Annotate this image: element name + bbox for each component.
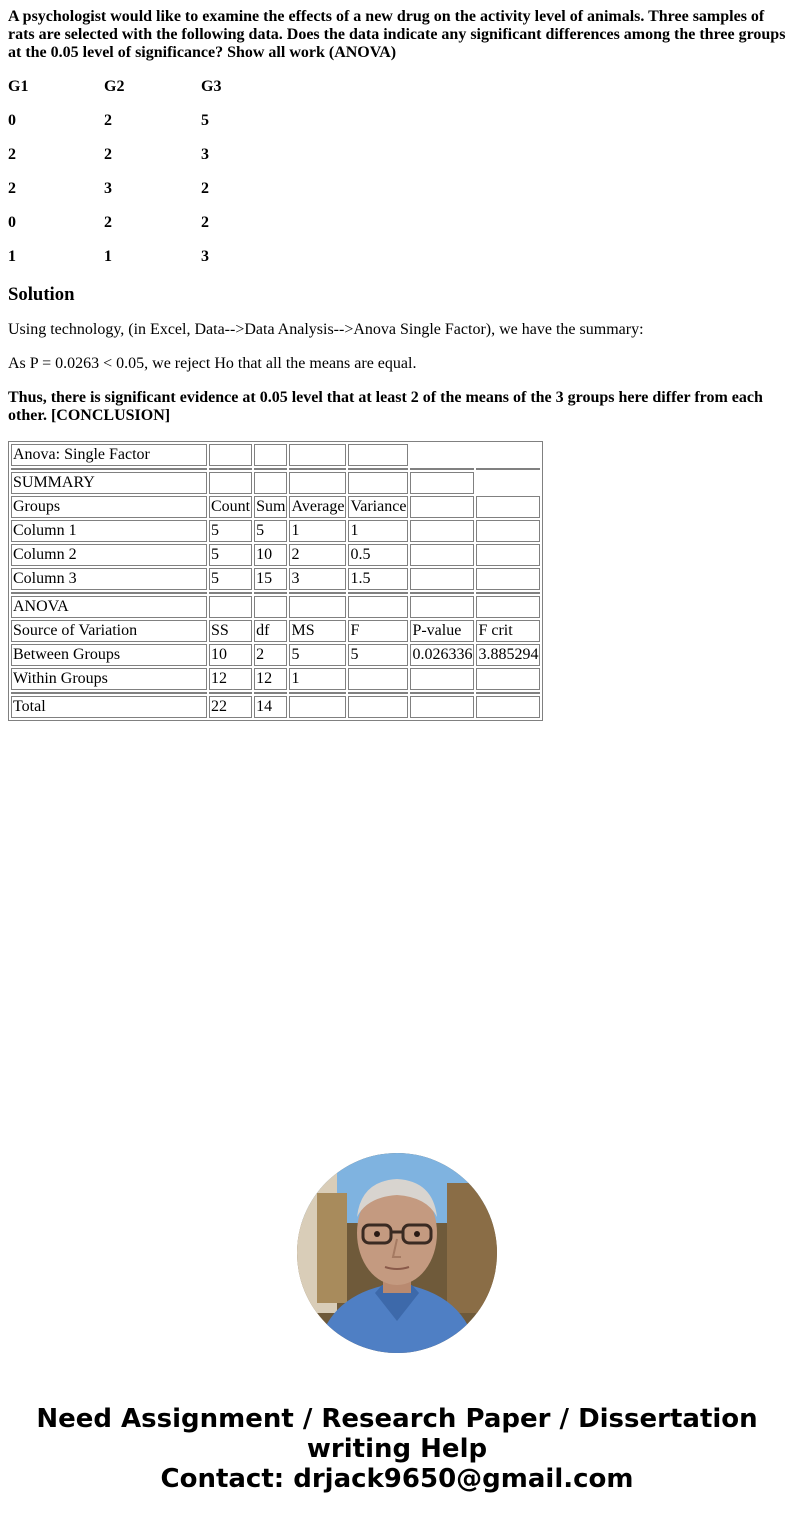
empty-cell <box>476 496 540 518</box>
empty-cell <box>209 472 252 494</box>
avatar <box>297 1153 497 1353</box>
table-cell: 0.5 <box>348 544 408 566</box>
table-header-cell: MS <box>289 620 346 642</box>
table-cell <box>410 696 474 718</box>
empty-cell <box>410 472 474 494</box>
footer-contact: Contact: drjack9650@gmail.com <box>160 1464 634 1494</box>
table-row <box>11 496 540 518</box>
data-cell: 2 <box>104 112 112 129</box>
table-cell: 3 <box>289 568 346 590</box>
table-cell: 3.885294 <box>476 644 540 666</box>
data-row <box>8 180 786 198</box>
table-spacer-row <box>11 468 540 470</box>
table-cell: 1 <box>348 520 408 542</box>
table-row <box>11 596 540 618</box>
solution-heading: Solution <box>8 284 75 305</box>
footer-banner <box>0 1404 794 1494</box>
table-row <box>11 620 540 642</box>
table-cell <box>410 668 474 690</box>
table-cell <box>289 696 346 718</box>
empty-cell <box>289 472 346 494</box>
table-header-cell: P-value <box>410 620 474 642</box>
table-cell: 5 <box>348 644 408 666</box>
anova-title-cell: Anova: Single Factor <box>11 444 207 466</box>
data-cell: 1 <box>8 248 16 265</box>
table-cell: 2 <box>254 644 287 666</box>
table-spacer-row <box>11 692 540 694</box>
header-g3: G3 <box>201 78 222 95</box>
table-cell: Total <box>11 696 207 718</box>
empty-cell <box>254 444 287 466</box>
data-cell: 0 <box>8 112 16 129</box>
table-cell: 12 <box>254 668 287 690</box>
table-cell: Between Groups <box>11 644 207 666</box>
data-cell: 2 <box>8 146 16 163</box>
table-header-cell: F crit <box>476 620 540 642</box>
table-spacer-row <box>11 592 540 594</box>
table-row <box>11 444 540 466</box>
data-cell: 2 <box>8 180 16 197</box>
table-cell: 15 <box>254 568 287 590</box>
data-cell: 2 <box>201 214 209 231</box>
table-cell: 22 <box>209 696 252 718</box>
empty-cell <box>476 568 540 590</box>
data-cell: 3 <box>201 248 209 265</box>
table-cell: 14 <box>254 696 287 718</box>
table-cell <box>476 696 540 718</box>
empty-cell <box>410 596 474 618</box>
table-row <box>11 520 540 542</box>
table-row <box>11 668 540 690</box>
table-cell: 1 <box>289 668 346 690</box>
header-g1: G1 <box>8 78 29 95</box>
table-header-cell: Average <box>289 496 346 518</box>
anova-table <box>8 441 543 721</box>
empty-cell <box>476 520 540 542</box>
portrait-photo <box>297 1153 497 1353</box>
table-header-cell: Source of Variation <box>11 620 207 642</box>
empty-cell <box>476 444 540 466</box>
data-cell: 2 <box>104 146 112 163</box>
footer-line-2: writing Help <box>306 1434 488 1464</box>
data-cell: 1 <box>104 248 112 265</box>
table-row <box>11 568 540 590</box>
empty-cell <box>348 444 408 466</box>
data-header-row <box>8 78 786 96</box>
table-row <box>11 644 540 666</box>
table-cell: 2 <box>289 544 346 566</box>
table-header-cell: Count <box>209 496 252 518</box>
table-cell: 10 <box>209 644 252 666</box>
table-cell: 1.5 <box>348 568 408 590</box>
header-g2: G2 <box>104 78 125 95</box>
table-cell: 0.026336 <box>410 644 474 666</box>
empty-cell <box>410 544 474 566</box>
empty-cell <box>348 596 408 618</box>
data-row <box>8 214 786 232</box>
table-row <box>11 696 540 718</box>
table-cell: 10 <box>254 544 287 566</box>
empty-cell <box>289 444 346 466</box>
empty-cell <box>209 444 252 466</box>
table-row <box>11 544 540 566</box>
table-row <box>11 472 540 494</box>
empty-cell <box>410 496 474 518</box>
anova-label-cell: ANOVA <box>11 596 207 618</box>
data-row <box>8 112 786 130</box>
data-row <box>8 146 786 164</box>
table-header-cell: df <box>254 620 287 642</box>
technology-paragraph: Using technology, (in Excel, Data-->Data Analysis-->Anova Single Factor), we have the summary: <box>8 321 644 338</box>
data-cell: 2 <box>201 180 209 197</box>
empty-cell <box>410 520 474 542</box>
summary-label-cell: SUMMARY <box>11 472 207 494</box>
footer-line-1: Need Assignment / Research Paper / Dissertation <box>36 1404 758 1434</box>
table-header-cell: Sum <box>254 496 287 518</box>
table-cell: 1 <box>289 520 346 542</box>
table-cell <box>348 668 408 690</box>
empty-cell <box>289 596 346 618</box>
data-cell: 3 <box>104 180 112 197</box>
empty-cell <box>410 568 474 590</box>
data-row <box>8 248 786 266</box>
empty-cell <box>476 596 540 618</box>
decision-paragraph: As P = 0.0263 < 0.05, we reject Ho that all the means are equal. <box>8 355 417 372</box>
table-cell: Column 2 <box>11 544 207 566</box>
table-cell: 5 <box>254 520 287 542</box>
table-cell: 5 <box>209 544 252 566</box>
table-cell <box>348 696 408 718</box>
table-cell: Column 3 <box>11 568 207 590</box>
table-cell: 12 <box>209 668 252 690</box>
question-text: A psychologist would like to examine the effects of a new drug on the activity level of animals. Three samples of rats are selected with the following data. Does the data indicate any significant differences among the three groups at the 0.05 level of significance? Show all work (ANOVA) <box>8 8 786 61</box>
table-cell: 5 <box>209 568 252 590</box>
table-cell: Column 1 <box>11 520 207 542</box>
data-cell: 0 <box>8 214 16 231</box>
empty-cell <box>410 444 474 466</box>
table-header-cell: SS <box>209 620 252 642</box>
table-header-cell: Variance <box>348 496 408 518</box>
data-cell: 5 <box>201 112 209 129</box>
empty-cell <box>476 472 540 494</box>
table-cell: Within Groups <box>11 668 207 690</box>
conclusion-paragraph: Thus, there is significant evidence at 0.05 level that at least 2 of the means of the 3 groups here differ from each other. [CONCLUSION] <box>8 389 763 424</box>
empty-cell <box>209 596 252 618</box>
data-cell: 2 <box>104 214 112 231</box>
document-body <box>0 0 794 721</box>
data-cell: 3 <box>201 146 209 163</box>
table-cell: 5 <box>209 520 252 542</box>
empty-cell <box>254 596 287 618</box>
table-cell: 5 <box>289 644 346 666</box>
table-cell <box>476 668 540 690</box>
empty-cell <box>476 544 540 566</box>
table-header-cell: Groups <box>11 496 207 518</box>
empty-cell <box>254 472 287 494</box>
table-header-cell: F <box>348 620 408 642</box>
empty-cell <box>348 472 408 494</box>
